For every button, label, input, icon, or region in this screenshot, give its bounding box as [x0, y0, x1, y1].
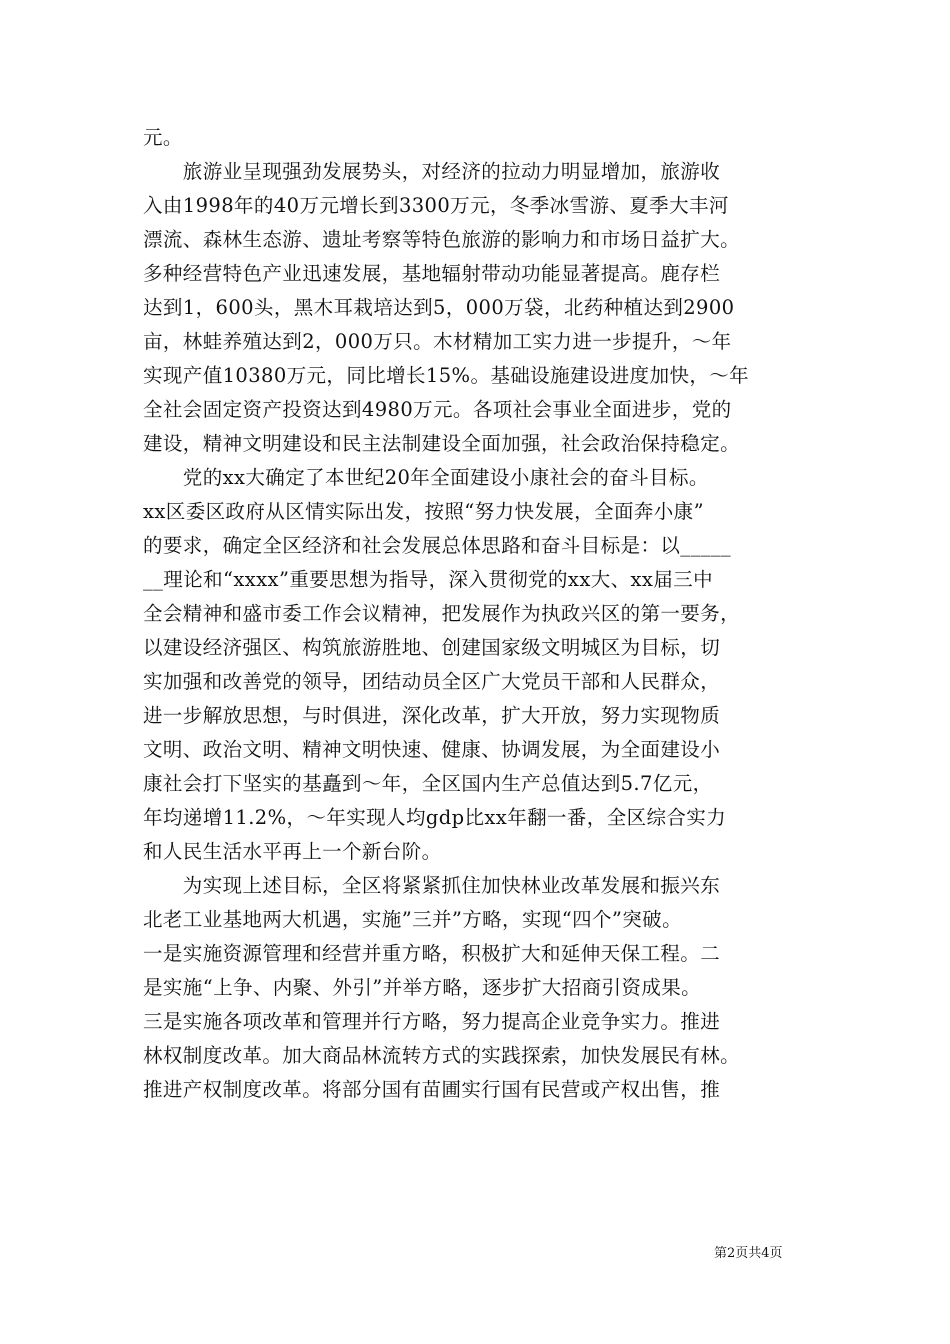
- page-number: 第2页共4页: [714, 1246, 783, 1261]
- text-line: 旅游业呈现强劲发展势头，对经济的拉动力明显增加，旅游收: [143, 160, 721, 183]
- text-line: 文明、政治文明、精神文明快速、健康、协调发展，为全面建设小: [143, 738, 721, 761]
- text-line: 的要求，确定全区经济和社会发展总体思路和奋斗目标是：以_____: [143, 534, 732, 557]
- text-line: 以建设经济强区、构筑旅游胜地、创建国家级文明城区为目标，切: [143, 636, 721, 659]
- text-line: 康社会打下坚实的基矗到～年，全区国内生产总值达到5.7亿元，: [143, 772, 713, 795]
- text-line: 实加强和改善党的领导，团结动员全区广大党员干部和人民群众，: [143, 670, 721, 693]
- text-line: 林权制度改革。加大商品林流转方式的实践探索，加快发展民有林。: [143, 1044, 741, 1067]
- text-line: 和人民生活水平再上一个新台阶。: [143, 840, 442, 863]
- text-line: 亩，林蛙养殖达到2，000万只。木材精加工实力进一步提升，～年: [143, 330, 732, 353]
- text-line: 多种经营特色产业迅速发展，基地辐射带动功能显著提高。鹿存栏: [143, 262, 721, 285]
- text-line: 一是实施资源管理和经营并重方略，积极扩大和延伸天保工程。二: [143, 942, 721, 965]
- text-line: 漂流、森林生态游、遗址考察等特色旅游的影响力和市场日益扩大。: [143, 228, 741, 251]
- text-line: 入由1998年的40万元增长到3300万元，冬季冰雪游、夏季大丰河: [143, 194, 729, 217]
- text-line: 实现产值10380万元，同比增长15%。基础设施建设进度加快，～年: [143, 364, 750, 387]
- text-line: __理论和“xxxx”重要思想为指导，深入贯彻党的xx大、xx届三中: [143, 568, 714, 591]
- text-line: 年均递增11.2%，～年实现人均gdp比xx年翻一番，全区综合实力: [143, 806, 727, 829]
- text-line: 达到1，600头，黑木耳栽培达到5，000万袋，北药种植达到2900: [143, 296, 735, 319]
- text-line: 推进产权制度改革。将部分国有苗圃实行国有民营或产权出售，推: [143, 1078, 721, 1101]
- text-line: 为实现上述目标，全区将紧紧抓住加快林业改革发展和振兴东: [143, 874, 721, 897]
- text-line: 北老工业基地两大机遇，实施”三并”方略，实现“四个”突破。: [143, 908, 682, 931]
- text-line: 党的xx大确定了本世纪20年全面建设小康社会的奋斗目标。: [143, 466, 709, 489]
- text-line: 建设，精神文明建设和民主法制建设全面加强，社会政治保持稳定。: [143, 432, 741, 455]
- text-line: xx区委区政府从区情实际出发，按照“努力快发展，全面奔小康”: [143, 500, 704, 523]
- text-line: 进一步解放思想，与时俱进，深化改革，扩大开放，努力实现物质: [143, 704, 721, 727]
- text-line: 三是实施各项改革和管理并行方略，努力提高企业竞争实力。推进: [143, 1010, 721, 1033]
- text-line: 元。: [143, 126, 183, 149]
- text-line: 是实施“上争、内聚、外引”并举方略，逐步扩大招商引资成果。: [143, 976, 702, 999]
- text-line: 全会精神和盛市委工作会议精神，把发展作为执政兴区的第一要务，: [143, 602, 741, 625]
- text-line: 全社会固定资产投资达到4980万元。各项社会事业全面进步，党的: [143, 398, 732, 421]
